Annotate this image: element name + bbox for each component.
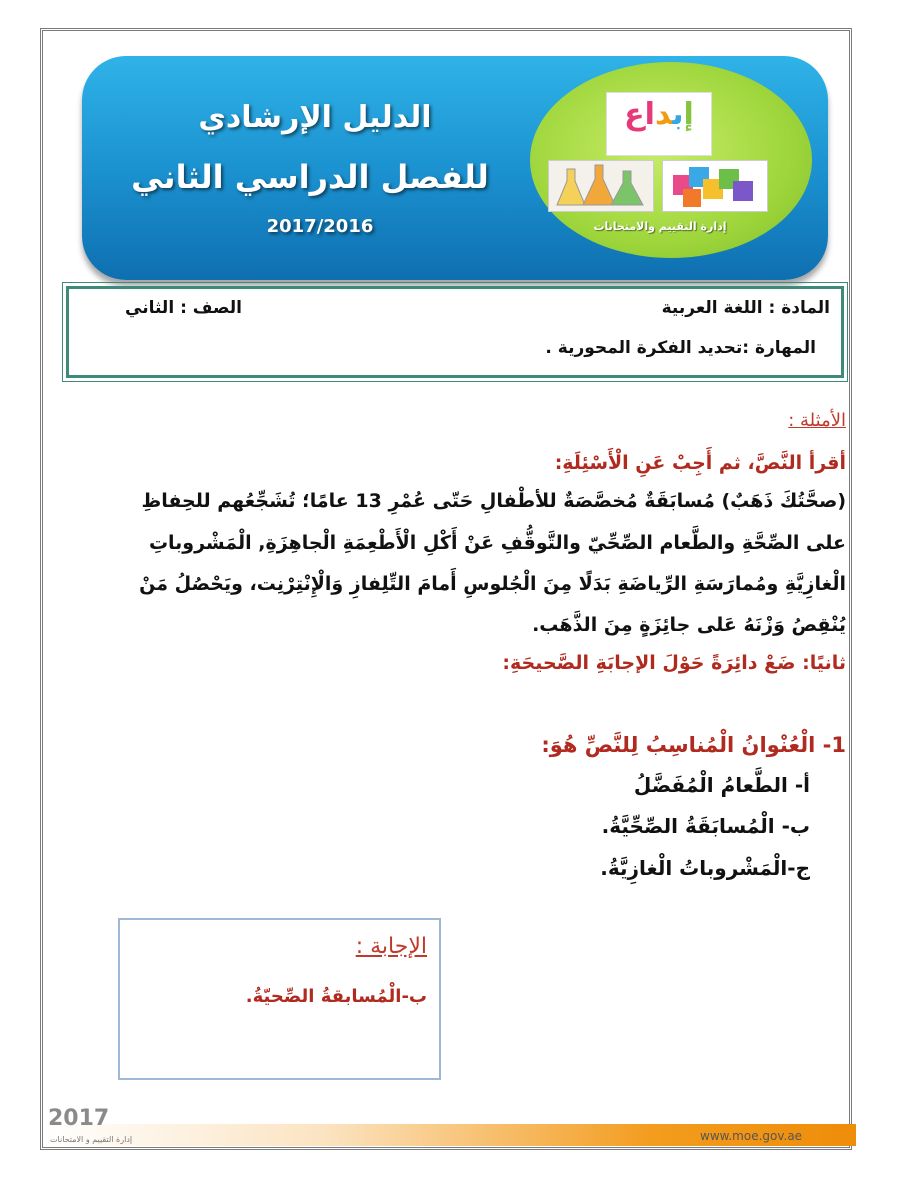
circle-instruction: ثانيًا: ضَعْ دائِرَةً حَوْلَ الإجابَةِ الصَّحيحَةِ: — [502, 652, 846, 674]
skill-label: المهارة :تحديد الفكرة المحورية . — [545, 338, 816, 358]
passage-line-4: يُنْقِصُ وَزْنَهُ عَلى جائِزَةٍ مِنَ الذَّهَب. — [532, 614, 846, 636]
answer-text: ب-الْمُسابقةُ الصِّحيّةُ. — [245, 986, 427, 1007]
question-1: 1- الْعُنْوانُ الْمُناسِبُ لِلنَّصِّ هُوَ: — [541, 733, 846, 757]
banner-title-line1: الدليل الإرشادي — [198, 100, 432, 135]
ibdaa-logo: إبداع — [606, 92, 712, 156]
answer-title: الإجابة : — [355, 934, 427, 959]
department-label: إدارة التقييم والامتحانات — [593, 220, 727, 233]
option-a: أ- الطَّعامُ الْمُفَضَّلُ — [633, 773, 810, 797]
answer-box — [118, 918, 441, 1080]
banner-title-line2: للفصل الدراسي الثاني — [131, 158, 489, 196]
footer-logo-year: 2017 — [48, 1106, 110, 1131]
passage-line-1: (صحَّتُكَ ذَهَبٌ) مُسابَقَةٌ مُخصَّصَةٌ للأطْفالِ حَتّى عُمْرِ 13 عامًا؛ تُشَجِّعُهم للحِفاظِ — [141, 490, 846, 512]
passage-line-2: على الصِّحَّةِ والطَّعام الصِّحِّيّ والتَّوقُّفِ عَنْ أَكْلِ الْأَطْعِمَةِ الْجاهِزَةِ, الْمَشْروباتِ — [148, 532, 846, 554]
read-instruction: أقرأ النَّصَّ، ثم أَجِبْ عَنِ الْأَسْئِلَةِ: — [554, 452, 846, 474]
footer-url[interactable]: www.moe.gov.ae — [700, 1129, 803, 1143]
colored-cubes-image — [662, 160, 768, 212]
examples-label: الأمثلة : — [788, 410, 846, 431]
grade-label: الصف : الثاني — [125, 298, 242, 318]
option-c: ج-الْمَشْروباتُ الْغازِيَّةُ. — [600, 856, 810, 880]
footer-logo-subtitle: إدارة التقييم و الامتحانات — [50, 1135, 133, 1144]
passage-line-3: الْغازِيَّةِ ومُمارَسَةِ الرِّياضَةِ بَدَلًا مِنَ الْجُلوسِ أَمامَ التِّلِفازِ وَالْإِنْتِرْنِت، ويَحْصُلُ مَنْ — [139, 573, 846, 595]
subject-label: المادة : اللغة العربية — [661, 298, 830, 318]
option-b: ب- الْمُسابَقَةُ الصِّحِّيَّةُ. — [601, 814, 810, 838]
banner-year: 2017/2016 — [266, 216, 374, 237]
lab-flasks-image — [548, 160, 654, 212]
